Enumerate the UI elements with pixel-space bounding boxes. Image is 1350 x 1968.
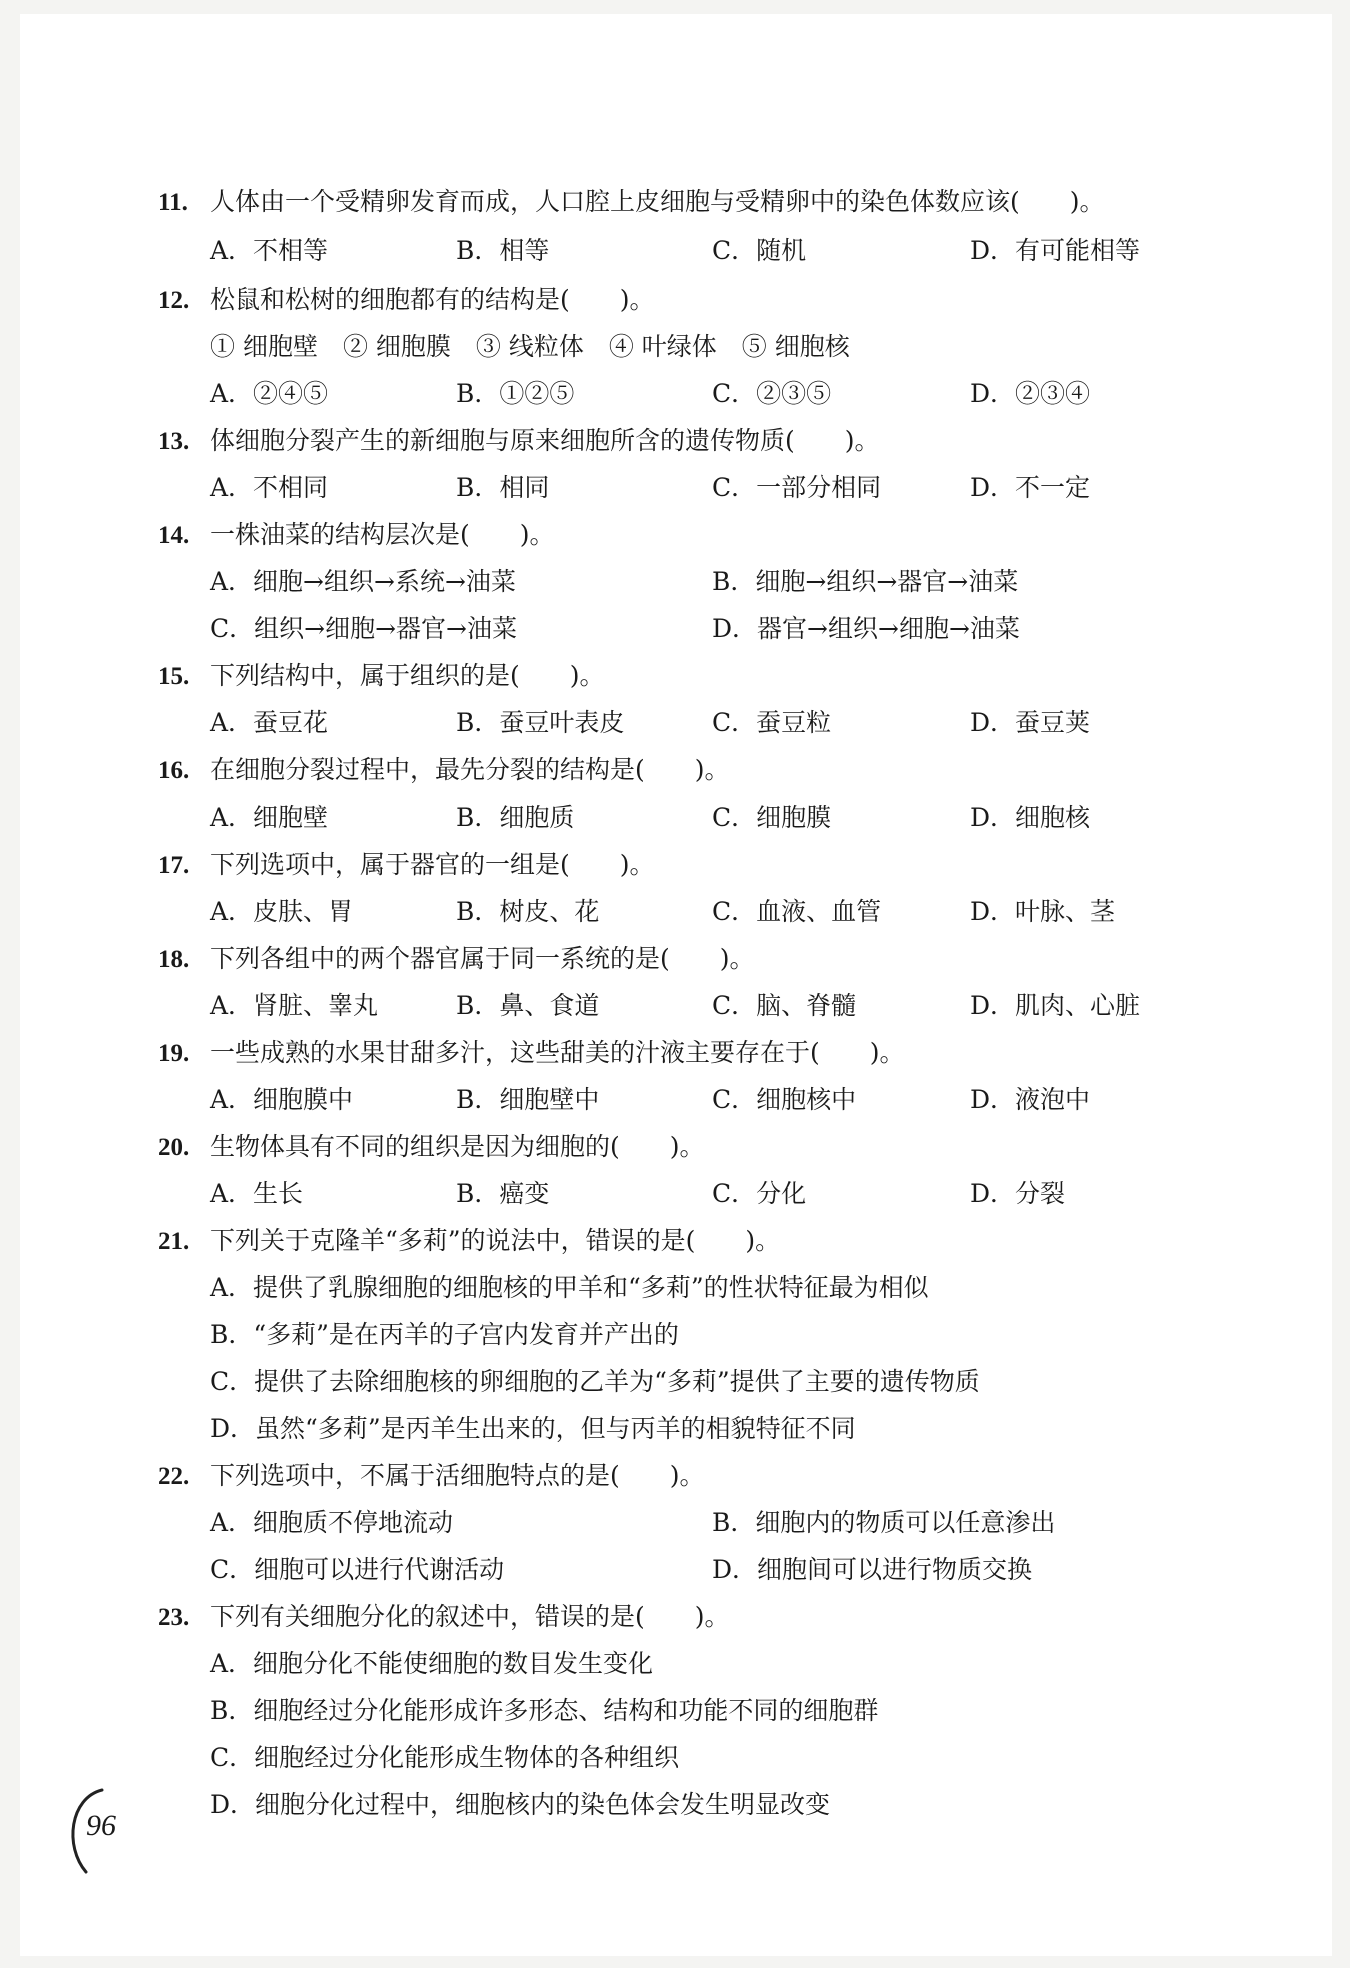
option-d: D．分裂 [970,1179,1066,1208]
question-number: 20. [158,1134,190,1161]
question-number: 16. [158,757,190,784]
option-a: A．细胞→组织→系统→油菜 [210,567,516,596]
option-b: B．鼻、食道 [456,991,600,1020]
option-b: B．细胞壁中 [456,1085,600,1114]
question-number: 23. [158,1604,190,1631]
question-number: 17. [158,852,190,879]
question-number: 15. [158,663,190,690]
option-c: C．细胞核中 [712,1085,857,1114]
option-c: C．组织→细胞→器官→油菜 [210,614,517,643]
question-stem: 一些成熟的水果甘甜多汁，这些甜美的汁液主要存在于( )。 [210,1038,905,1067]
option-a: A．蚕豆花 [210,708,329,737]
structure-list: ① 细胞壁 ② 细胞膜 ③ 线粒体 ④ 叶绿体 ⑤ 细胞核 [210,332,850,361]
option-a: A．②④⑤ [210,379,329,408]
option-b: B．“多莉”是在丙羊的子宫内发育并产出的 [210,1320,679,1349]
question-18 [158,941,755,978]
option-d: D．液泡中 [970,1085,1091,1114]
option-b: B．①②⑤ [456,379,575,408]
option-a: A．不相同 [210,473,329,502]
question-21 [158,1223,780,1260]
option-d: D．②③④ [970,379,1091,408]
option-d: D．细胞分化过程中，细胞核内的染色体会发生明显改变 [210,1790,831,1819]
option-d: D．有可能相等 [970,236,1141,265]
option-b: B．细胞→组织→器官→油菜 [712,567,1019,596]
option-b: B．癌变 [456,1179,550,1208]
option-d: D．叶脉、茎 [970,897,1116,926]
page-number: 96 [86,1809,116,1842]
option-d: D．细胞间可以进行物质交换 [712,1555,1033,1584]
question-stem: 松鼠和松树的细胞都有的结构是( )。 [210,285,655,314]
option-c: C．提供了去除细胞核的卵细胞的乙羊为“多莉”提供了主要的遗传物质 [210,1367,980,1396]
question-stem: 下列选项中，不属于活细胞特点的是( )。 [210,1461,705,1490]
option-d: D．蚕豆荚 [970,708,1091,737]
option-a: A．细胞质不停地流动 [210,1508,454,1537]
question-stem: 下列各组中的两个器官属于同一系统的是( )。 [210,944,755,973]
question-number: 12. [158,287,190,314]
question-stem: 体细胞分裂产生的新细胞与原来细胞所含的遗传物质( )。 [210,426,880,455]
option-c: C．一部分相同 [712,473,882,502]
question-number: 22. [158,1463,190,1490]
option-b: B．相等 [456,236,550,265]
question-stem: 人体由一个受精卵发育而成，人口腔上皮细胞与受精卵中的染色体数应该( )。 [210,187,1105,216]
option-a: A．细胞壁 [210,803,329,832]
option-d: D．细胞核 [970,803,1091,832]
option-a: A．肾脏、睾丸 [210,991,379,1020]
question-number: 21. [158,1228,190,1255]
option-c: C．脑、脊髓 [712,991,857,1020]
question-11 [158,184,1105,221]
option-a: A．细胞膜中 [210,1085,354,1114]
question-stem: 下列结构中，属于组织的是( )。 [210,661,605,690]
option-c: C．分化 [712,1179,807,1208]
question-22 [158,1458,705,1495]
question-16 [158,752,730,789]
question-stem: 一株油菜的结构层次是( )。 [210,520,555,549]
option-b: B．相同 [456,473,550,502]
option-a: A．生长 [210,1179,304,1208]
option-c: C．细胞经过分化能形成生物体的各种组织 [210,1743,680,1772]
option-b: B．细胞经过分化能形成许多形态、结构和功能不同的细胞群 [210,1696,879,1725]
question-number: 18. [158,946,190,973]
question-number: 14. [158,522,190,549]
option-d: D．虽然“多莉”是丙羊生出来的，但与丙羊的相貌特征不同 [210,1414,856,1443]
option-a: A．提供了乳腺细胞的细胞核的甲羊和“多莉”的性状特征最为相似 [210,1273,929,1302]
option-b: B．细胞质 [456,803,575,832]
question-number: 19. [158,1040,190,1067]
option-c: C．②③⑤ [712,379,832,408]
question-20 [158,1129,705,1166]
option-a: A．不相等 [210,236,329,265]
question-19 [158,1035,905,1072]
question-stem: 生物体具有不同的组织是因为细胞的( )。 [210,1132,705,1161]
option-b: B．细胞内的物质可以任意渗出 [712,1508,1056,1537]
question-15 [158,658,605,695]
option-b: B．蚕豆叶表皮 [456,708,625,737]
question-17 [158,847,655,884]
question-stem: 在细胞分裂过程中，最先分裂的结构是( )。 [210,755,730,784]
question-12 [158,282,655,319]
option-c: C．细胞可以进行代谢活动 [210,1555,505,1584]
question-stem: 下列有关细胞分化的叙述中，错误的是( )。 [210,1602,730,1631]
question-stem: 下列选项中，属于器官的一组是( )。 [210,850,655,879]
option-c: C．随机 [712,236,807,265]
question-number: 13. [158,428,190,455]
question-23 [158,1599,730,1636]
question-14 [158,517,555,554]
option-a: A．皮肤、胃 [210,897,354,926]
option-c: C．细胞膜 [712,803,832,832]
question-13 [158,423,880,460]
question-number: 11. [158,189,188,216]
option-c: C．蚕豆粒 [712,708,832,737]
option-c: C．血液、血管 [712,897,882,926]
option-b: B．树皮、花 [456,897,600,926]
option-d: D．器官→组织→细胞→油菜 [712,614,1020,643]
option-d: D．肌肉、心脏 [970,991,1141,1020]
option-a: A．细胞分化不能使细胞的数目发生变化 [210,1649,654,1678]
question-stem: 下列关于克隆羊“多莉”的说法中，错误的是( )。 [210,1226,781,1255]
option-d: D．不一定 [970,473,1091,502]
